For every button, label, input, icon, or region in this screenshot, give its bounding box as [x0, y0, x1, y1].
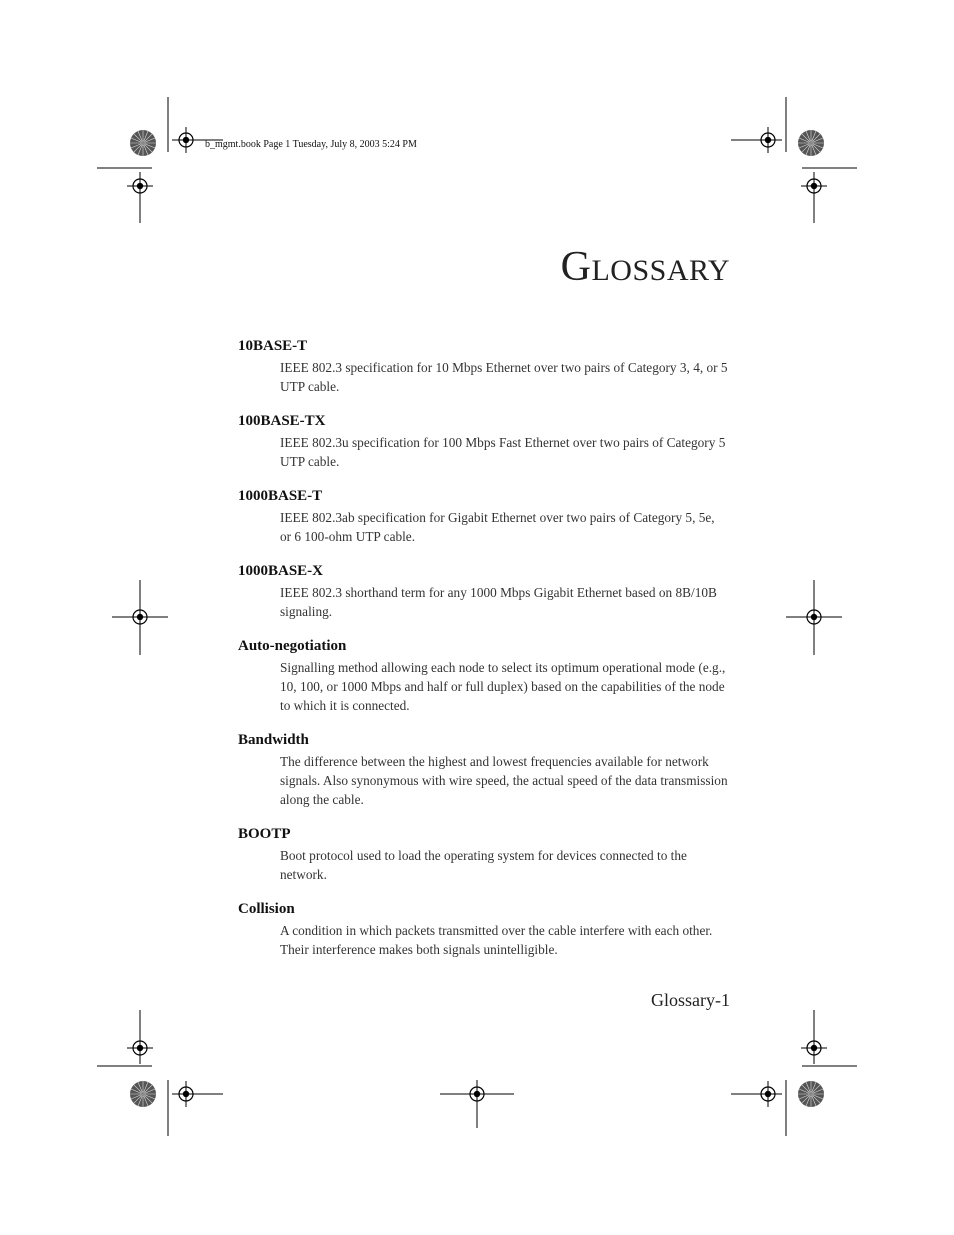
glossary-term: 10BASE-T: [238, 338, 308, 354]
glossary-term: Bandwidth: [238, 732, 309, 748]
crop-mark-middle-left: [112, 580, 168, 655]
star-target-icon: [130, 130, 156, 156]
glossary-definition: IEEE 802.3u specification for 100 Mbps Fast Ethernet over two pairs of Category 5 UTP cable.: [280, 435, 726, 469]
glossary-term: BOOTP: [238, 826, 291, 842]
glossary-definition: Boot protocol used to load the operating system for devices connected to the network.: [280, 848, 687, 882]
title-initial: G: [560, 244, 592, 290]
glossary-entry: [238, 730, 738, 809]
star-target-icon: [798, 130, 824, 156]
star-target-icon: [798, 1081, 824, 1107]
crop-mark-bottom-right: [731, 1010, 857, 1136]
crop-mark-top-left: [97, 97, 223, 223]
glossary-entry: [238, 636, 738, 715]
glossary-definition: Signalling method allowing each node to select its optimum operational mode (e.g., 10, 100, or 1000 Mbps and half or full duplex) based on the capabilities of the node to which it is connected.: [280, 660, 726, 713]
glossary-list: [238, 336, 738, 974]
glossary-term: 1000BASE-X: [238, 563, 324, 579]
registration-mark-icon: [464, 1081, 490, 1107]
registration-mark-icon: [173, 127, 199, 153]
crop-mark-top-right: [731, 97, 857, 223]
glossary-entry: [238, 824, 738, 884]
glossary-term: 1000BASE-T: [238, 488, 323, 504]
title-rest: LOSSARY: [591, 254, 730, 287]
page-number: Glossary-1: [651, 990, 730, 1010]
glossary-definition: The difference between the highest and lowest frequencies available for network signals. Also synonymous with wire speed, the actual speed of the data transmission along the cable.: [280, 754, 728, 807]
glossary-definition: A condition in which packets transmitted over the cable interfere with each other. Their interference makes both signals unintelligible.: [280, 923, 713, 957]
glossary-entry: [238, 336, 738, 396]
registration-mark-icon: [755, 1081, 781, 1107]
glossary-term: 100BASE-TX: [238, 413, 326, 429]
glossary-definition: IEEE 802.3ab specification for Gigabit Ethernet over two pairs of Category 5, 5e, or 6 100-ohm UTP cable.: [280, 510, 715, 544]
glossary-definition: IEEE 802.3 shorthand term for any 1000 Mbps Gigabit Ethernet based on 8B/10B signaling.: [280, 585, 717, 619]
glossary-entry: [238, 561, 738, 621]
crop-mark-middle-right: [786, 580, 842, 655]
glossary-term: Auto-negotiation: [238, 638, 347, 654]
glossary-entry: [238, 486, 738, 546]
registration-mark-icon: [127, 173, 153, 199]
glossary-definition: IEEE 802.3 specification for 10 Mbps Ethernet over two pairs of Category 3, 4, or 5 UTP cable.: [280, 360, 728, 394]
glossary-entry: [238, 411, 738, 471]
registration-mark-icon: [127, 1035, 153, 1061]
page-title: [440, 243, 730, 291]
registration-mark-icon: [801, 173, 827, 199]
registration-mark-icon: [801, 1035, 827, 1061]
crop-mark-bottom-left: [97, 1010, 223, 1136]
book-slug: b_mgmt.book Page 1 Tuesday, July 8, 2003 5:24 PM: [205, 139, 417, 150]
star-target-icon: [130, 1081, 156, 1107]
glossary-term: Collision: [238, 901, 295, 917]
registration-mark-icon: [755, 127, 781, 153]
registration-mark-icon: [173, 1081, 199, 1107]
glossary-entry: [238, 899, 738, 959]
